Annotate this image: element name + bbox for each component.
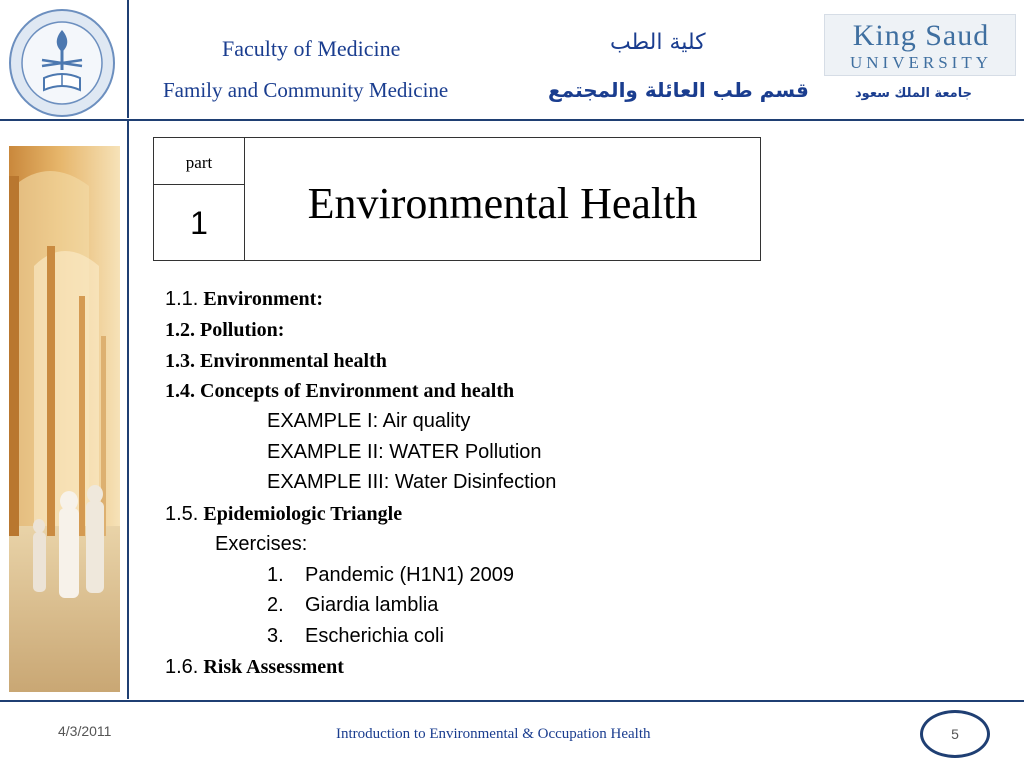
outline-item-number: 1.6.	[165, 656, 199, 678]
outline-item-number: 1.5.	[165, 503, 199, 525]
exercise-text: Escherichia coli	[305, 625, 444, 647]
footer-divider	[0, 700, 1024, 702]
header-horizontal-divider	[0, 119, 1024, 121]
outline-item-text: Environment:	[203, 288, 323, 310]
faculty-name-ar: كلية الطب	[610, 30, 706, 55]
exercise-number: 2.	[267, 594, 284, 616]
page-number-badge: 5	[920, 710, 990, 758]
department-name-en: Family and Community Medicine	[163, 78, 449, 102]
outline-item-1-4: 1.4. Concepts of Environment and health	[165, 380, 515, 402]
exercise-number: 3.	[267, 625, 284, 647]
exercises-label: Exercises:	[215, 533, 308, 555]
department-name-ar: قسم طب العائلة والمجتمع	[548, 78, 809, 102]
part-label: part	[154, 138, 244, 185]
example-2: EXAMPLE II: WATER Pollution	[267, 441, 542, 463]
outline-item-text: Epidemiologic Triangle	[203, 503, 403, 525]
example-3: EXAMPLE III: Water Disinfection	[267, 471, 557, 493]
exercise-text: Pandemic (H1N1) 2009	[305, 564, 514, 586]
sidebar-vertical-divider	[127, 121, 129, 699]
exercise-item	[267, 564, 284, 587]
footer-date: 4/3/2011	[58, 723, 112, 739]
part-number: 1	[190, 205, 208, 241]
outline-item-text: Risk Assessment	[203, 656, 344, 678]
example-1: EXAMPLE I: Air quality	[267, 410, 471, 432]
outline-item-1-6	[165, 656, 344, 679]
outline-item-1-5	[165, 503, 402, 526]
faculty-name-en: Faculty of Medicine	[222, 36, 401, 61]
slide-title: Environmental Health	[307, 179, 698, 228]
university-seal-logo	[8, 8, 116, 118]
king-saud-university-logo	[824, 14, 1016, 76]
header-vertical-divider	[127, 0, 129, 118]
outline-item-1-3: 1.3. Environmental health	[165, 350, 387, 372]
outline-item-1-1	[165, 288, 323, 311]
footer-course-title: Introduction to Environmental & Occupation Health	[336, 726, 651, 742]
exercise-text: Giardia lamblia	[305, 594, 439, 616]
campus-arcade-photo	[9, 146, 120, 692]
exercise-item	[267, 594, 284, 617]
outline-item-1-2: 1.2. Pollution:	[165, 319, 285, 341]
exercise-item	[267, 625, 284, 648]
logo-line-king-saud: King Saud	[852, 19, 990, 52]
university-name-ar: جامعة الملك سعود	[855, 86, 972, 101]
logo-line-university: UNIVERSITY	[850, 53, 992, 72]
outline-item-number: 1.1.	[165, 288, 199, 310]
exercise-number: 1.	[267, 564, 284, 586]
part-column	[154, 138, 245, 260]
title-table	[153, 137, 761, 261]
